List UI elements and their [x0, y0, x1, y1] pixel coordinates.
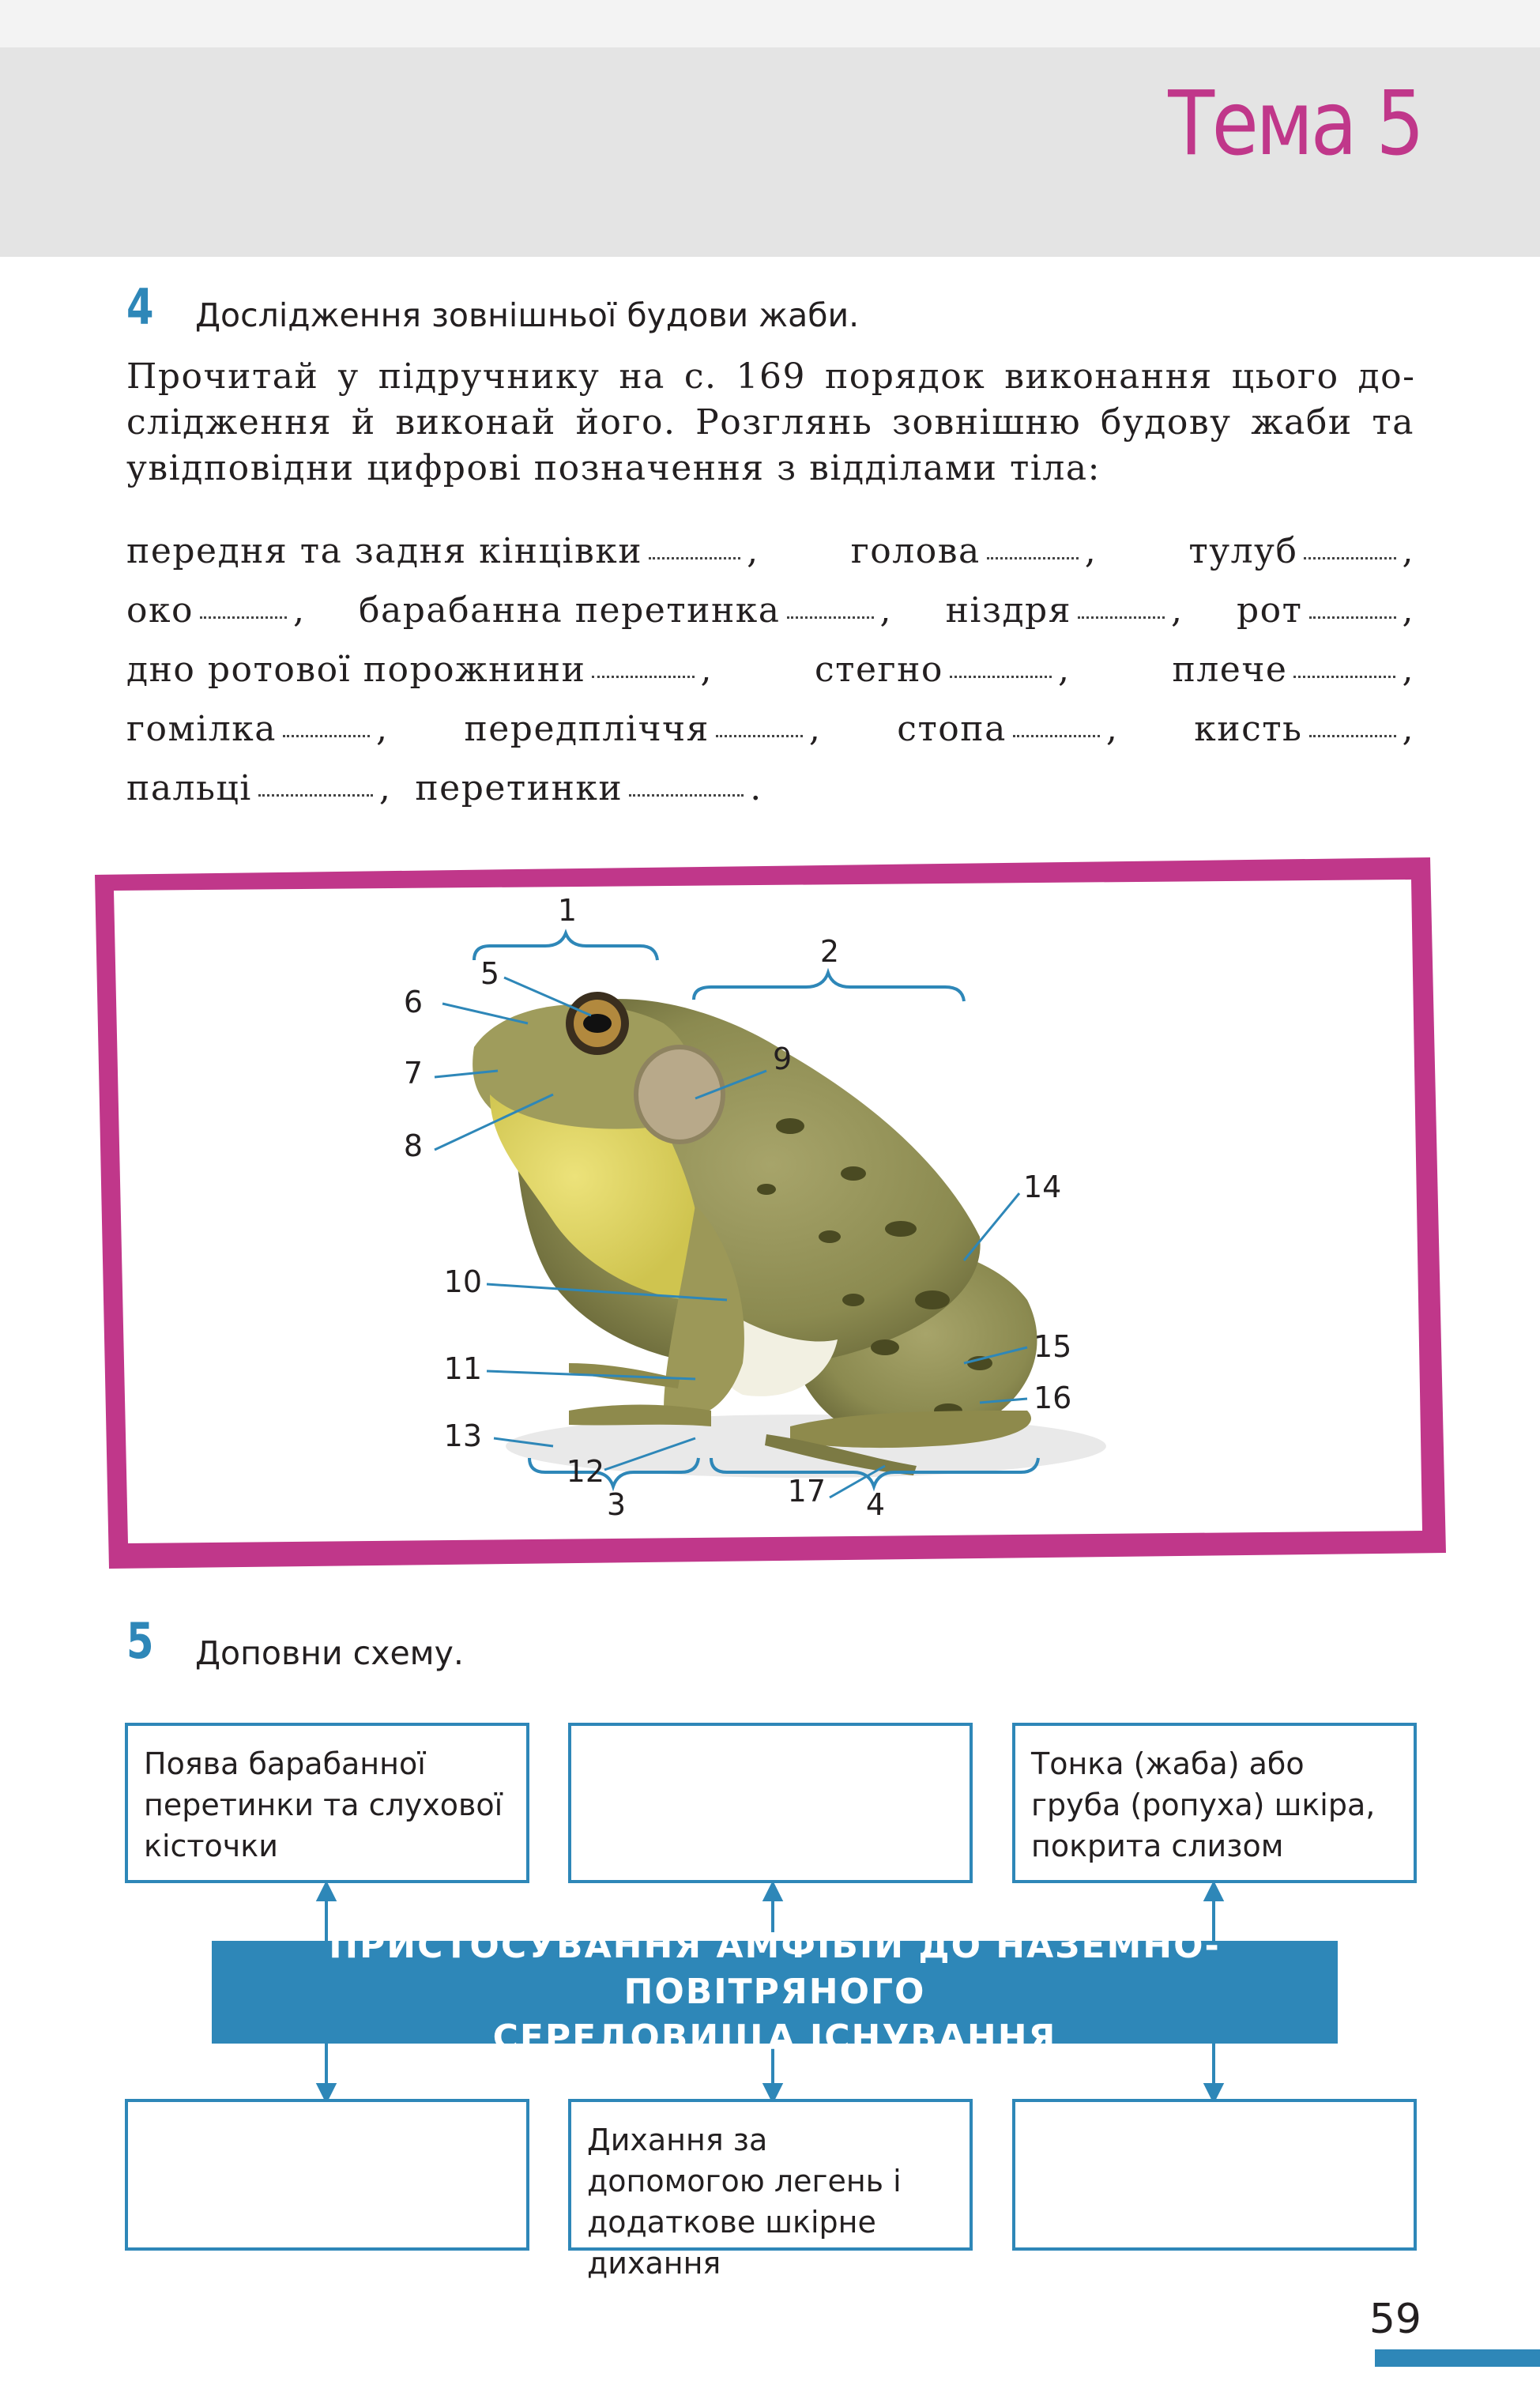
- page-number: 59: [1369, 2296, 1421, 2343]
- task-5-number: 5: [126, 1612, 154, 1670]
- task-5-title: Доповни схему.: [195, 1634, 464, 1672]
- term: перетинки: [415, 768, 623, 808]
- scheme-box-top-3: Тонка (жаба) або груба (ропуха) шкіра, покрита слизом: [1012, 1723, 1417, 1883]
- term: ніздря: [945, 590, 1071, 631]
- term: барабанна перетинка: [359, 590, 781, 631]
- figure-label: 15: [1034, 1329, 1072, 1364]
- term: кисть: [1194, 709, 1303, 749]
- figure-label: 9: [773, 1042, 793, 1076]
- scheme-box-top-1: Поява барабанної перетинки та слухової кісточки: [125, 1723, 529, 1883]
- figure-label: 4: [865, 1487, 886, 1522]
- fill-row: дно ротової порожнини , стегно , плече ,: [126, 640, 1414, 699]
- term: дно ротової порожнини: [126, 650, 586, 690]
- theme-title: Тема 5: [1167, 73, 1421, 175]
- figure-label: 7: [403, 1056, 423, 1091]
- term: стопа: [897, 709, 1007, 749]
- figure-label: 13: [443, 1418, 482, 1453]
- term: тулуб: [1188, 531, 1298, 571]
- term: пальці: [126, 768, 252, 808]
- term: плече: [1172, 650, 1288, 690]
- banner-line-2: СЕРЕДОВИЩА ІСНУВАННЯ: [492, 2017, 1057, 2058]
- scheme-box-bottom-1-empty[interactable]: [125, 2099, 529, 2251]
- figure-label: 1: [557, 893, 578, 928]
- term: голова: [850, 531, 981, 571]
- figure-label: 8: [403, 1128, 423, 1163]
- fill-row: пальці , перетинки .: [126, 759, 1414, 818]
- page-number-bar: [1375, 2349, 1540, 2367]
- figure-label: 2: [819, 934, 840, 969]
- scheme-center-banner: [212, 1926, 1338, 2058]
- figure-label: 17: [787, 1474, 826, 1509]
- term: око: [126, 590, 194, 631]
- task-4-number: 4: [126, 278, 154, 336]
- banner-line-1: ПРИСТОСУВАННЯ АМФІБІЙ ДО НАЗЕМНО-ПОВІТРЯНОГО: [329, 1926, 1221, 2012]
- figure-label: 5: [480, 956, 499, 991]
- term: рот: [1237, 590, 1303, 631]
- figure-label: 14: [1023, 1170, 1062, 1204]
- figure-label: 12: [566, 1454, 604, 1489]
- figure-label: 16: [1034, 1381, 1072, 1415]
- figure-label: 3: [606, 1487, 627, 1522]
- term: гомілка: [126, 709, 277, 749]
- scheme-box-bottom-3-empty[interactable]: [1012, 2099, 1417, 2251]
- term: стегно: [815, 650, 943, 690]
- figure-label: 11: [443, 1351, 482, 1386]
- term: передпліччя: [464, 709, 710, 749]
- task-4-instruction: Прочитай у підручнику на с. 169 порядок виконання цього дослідження й виконай його. Розглянь зовнішню будову жаби та увідповідни цифрові позначення з відділами тіла:: [126, 356, 1414, 488]
- task-4-title: Дослідження зовнішньої будови жаби.: [195, 296, 860, 334]
- fill-row: око , барабанна перетинка , ніздря , рот ,: [126, 581, 1414, 640]
- fill-row: передня та задня кінцівки , голова , тулуб ,: [126, 522, 1414, 581]
- fill-row: гомілка , передпліччя , стопа , кисть ,: [126, 699, 1414, 759]
- figure-label: 6: [403, 985, 423, 1019]
- figure-label: 10: [443, 1264, 482, 1299]
- scheme-box-bottom-2: Дихання за допомогою легень і додаткове шкірне дихання: [568, 2099, 973, 2251]
- term: передня та задня кінцівки: [126, 531, 643, 571]
